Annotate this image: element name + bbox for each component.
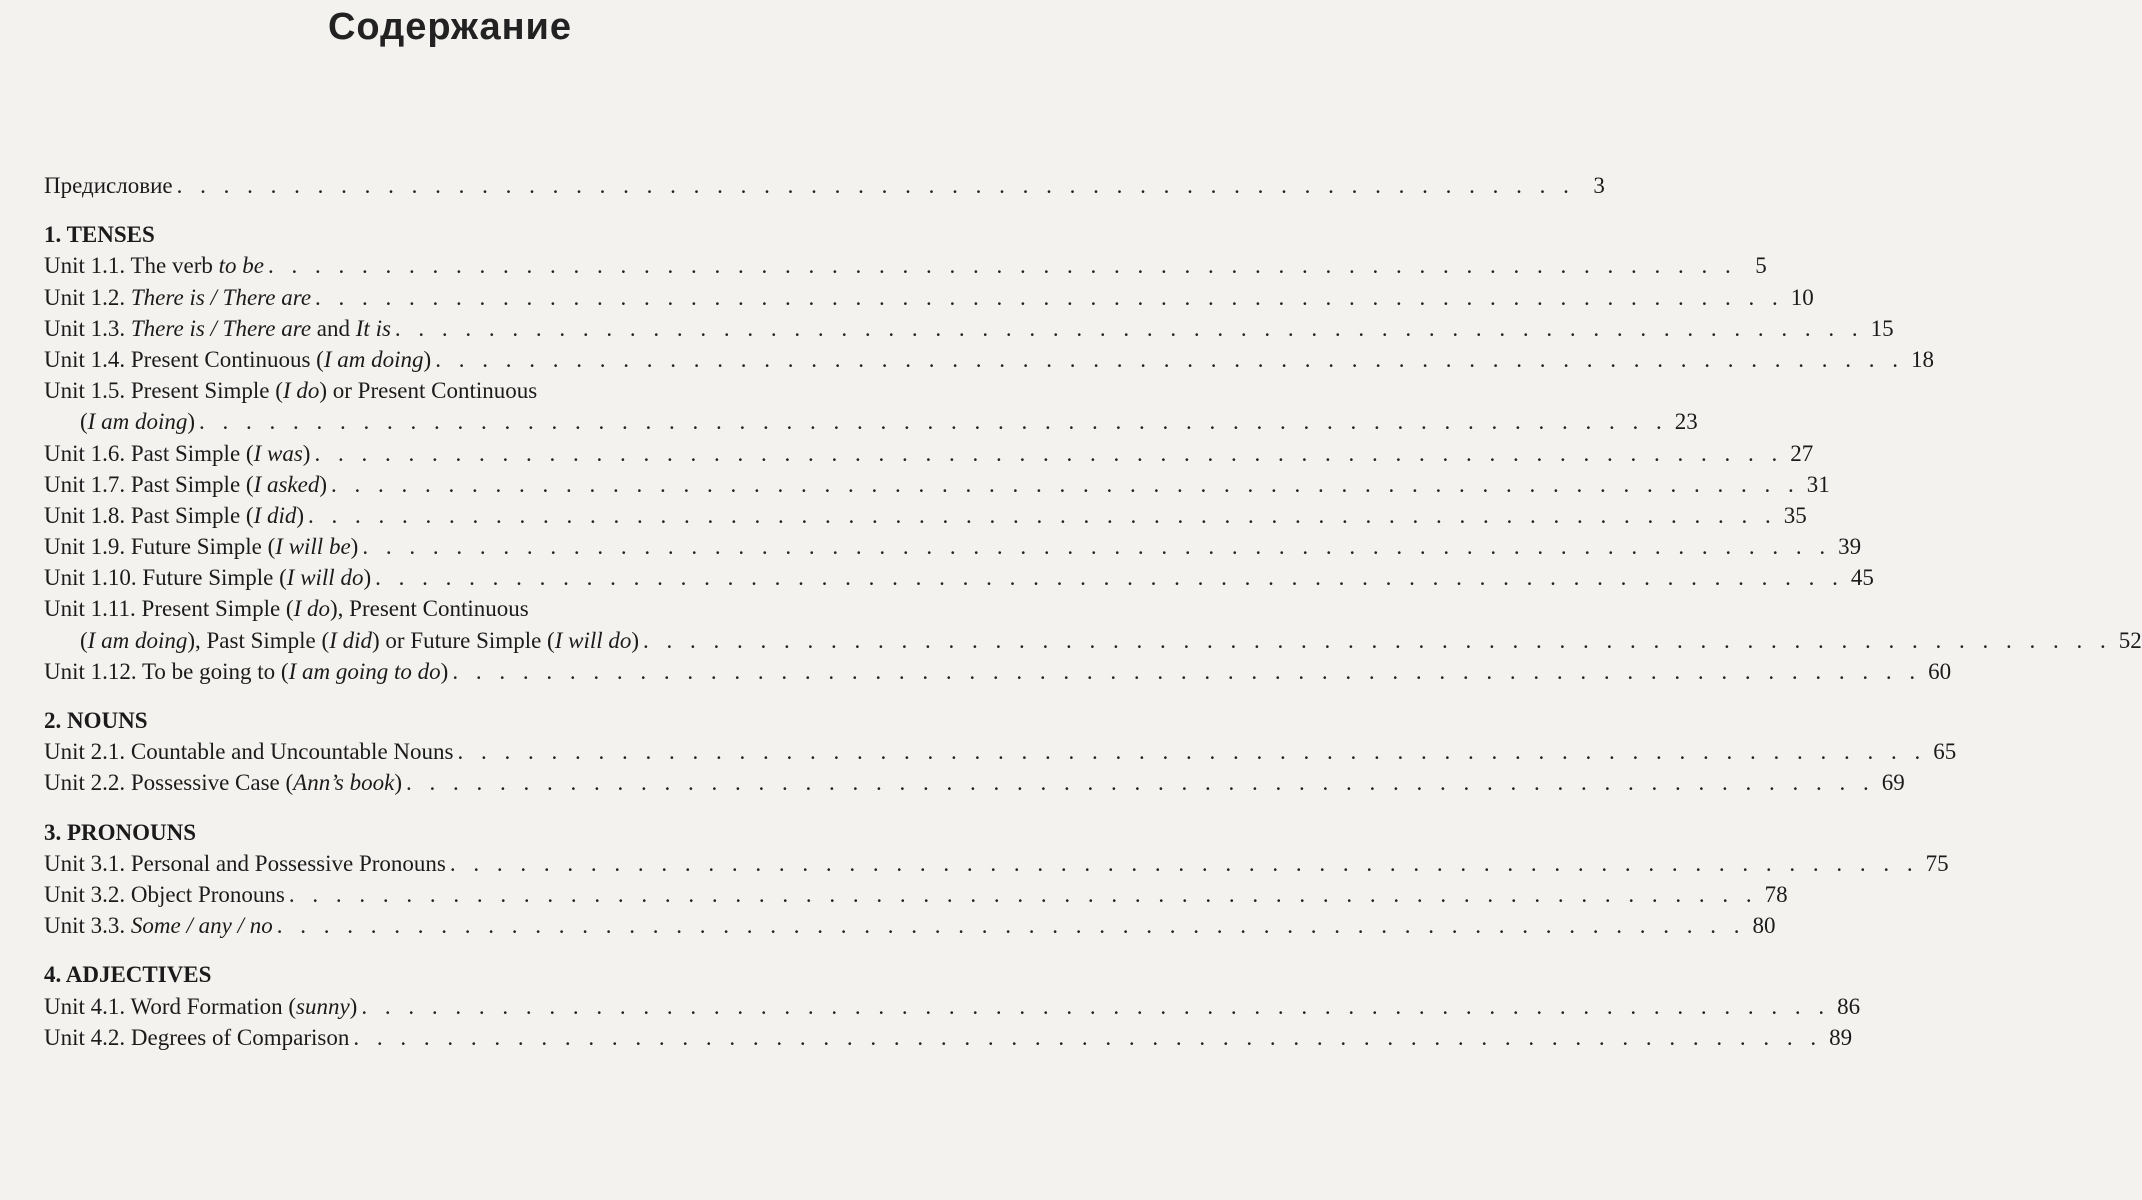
toc-page-number: 52 (2118, 627, 2142, 653)
toc-entry-line (44, 593, 864, 624)
toc-entry (44, 531, 1862, 562)
toc-page-number: 5 (1755, 253, 1767, 279)
toc-entry-line (44, 375, 864, 406)
toc-entry-preface (44, 170, 1605, 201)
toc-entry-label: Unit 3.1. Personal and Possessive Pronouns (44, 850, 446, 876)
leader-dots: . . . . . . . . . . . . . . . . . . . . . . . . . . . . . . . . . . . . . . . . . . . . . . . . . . . . . . . . . . . . . . . (331, 471, 1800, 497)
toc-entry-label: Unit 1.7. Past Simple (I asked) (44, 471, 328, 497)
toc-entry-label: Unit 1.1. The verb to be (44, 253, 264, 279)
leader-dots: . . . . . . . . . . . . . . . . . . . . . . . . . . . . . . . . . . . . . . . . . . . . . . . . . . . . . . . . . . . . . . . (375, 565, 1844, 591)
toc-entry-label: Unit 1.12. To be going to (I am going to do) (44, 658, 449, 684)
section-heading: 2. NOUNS (44, 708, 148, 733)
section-heading: 3. PRONOUNS (44, 819, 197, 845)
toc-entry-label: Unit 3.2. Object Pronouns (44, 881, 285, 907)
leader-dots: . . . . . . . . . . . . . . . . . . . . . . . . . . . . . . . . . . . . . . . . . . . . . . . . . . . . . . . . . . . . . . . (452, 658, 1922, 684)
toc-entry (44, 282, 1814, 313)
leader-dots: . . . . . . . . . . . . . . . . . . . . . . . . . . . . . . . . . . . . . . . . . . . . . . . . . . . . . . . . . . . . . . . (643, 627, 2112, 653)
toc-entry (44, 469, 1830, 500)
toc-page-number: 15 (1870, 315, 1894, 341)
leader-dots: . . . . . . . . . . . . . . . . . . . . . . . . . . . . . . . . . . . . . . . . . . . . . . . . . . . . . . . . . . . . . . . (288, 881, 1758, 907)
toc-entry-label: Unit 2.1. Countable and Uncountable Nouns (44, 739, 454, 765)
page-title: Содержание (327, 6, 573, 48)
leader-dots: . . . . . . . . . . . . . . . . . . . . . . . . . . . . . . . . . . . . . . . . . . . . . . . . . . . . . . . . . . . . . . . (199, 409, 1668, 435)
toc-page-number: 69 (1881, 770, 1905, 796)
toc-page-number: 45 (1850, 565, 1874, 591)
leader-dots: . . . . . . . . . . . . . . . . . . . . . . . . . . . . . . . . . . . . . . . . . . . . . . . . . . . . . . . . . . . . . . . (406, 770, 1875, 796)
toc-entry (44, 656, 1952, 687)
toc-entry (44, 1022, 1853, 1053)
toc-page-number: 89 (1829, 1024, 1853, 1050)
toc-page-number: 75 (1925, 850, 1949, 876)
leader-dots: . . . . . . . . . . . . . . . . . . . . . . . . . . . . . . . . . . . . . . . . . . . . . . . . . . . . . . . . . . . . . . . (308, 502, 1777, 528)
toc-entry (44, 767, 1905, 798)
toc-entry (44, 344, 1934, 375)
leader-dots: . . . . . . . . . . . . . . . . . . . . . . . . . . . . . . . . . . . . . . . . . . . . . . . . . . . . . . . . . . . . . . . (314, 440, 1784, 466)
toc-entry (44, 562, 1874, 593)
toc-entry (44, 910, 1776, 941)
toc-entry (44, 250, 1767, 281)
toc-page-number: 86 (1837, 993, 1861, 1019)
toc-section (44, 219, 2142, 687)
toc-entry-label: (I am doing), Past Simple (I did) or Future Simple (I will do) (80, 627, 640, 653)
toc-entry (44, 625, 2142, 656)
toc-entry (44, 406, 1698, 437)
leader-dots: . . . . . . . . . . . . . . . . . . . . . . . . . . . . . . . . . . . . . . . . . . . . . . . . . . . . . . . . . . . . . . . (362, 534, 1832, 560)
toc-entry-label: Unit 4.1. Word Formation (sunny) (44, 993, 358, 1019)
section-heading: 1. TENSES (44, 222, 155, 248)
toc-entry-label: Unit 1.10. Future Simple (I will do) (44, 565, 372, 591)
toc-entry-label: Unit 2.2. Possessive Case (Ann’s book) (44, 770, 402, 796)
toc-entry-label: Unit 4.2. Degrees of Comparison (44, 1024, 350, 1050)
leader-dots: . . . . . . . . . . . . . . . . . . . . . . . . . . . . . . . . . . . . . . . . . . . . . . . . . . . . . . . . . . . . . . . (315, 284, 1784, 310)
toc-entry (44, 848, 1949, 879)
toc-page-number: 31 (1806, 471, 1830, 497)
toc-page-number: 18 (1910, 346, 1934, 372)
toc-page-number: 35 (1783, 502, 1807, 528)
toc-page-number: 27 (1790, 440, 1814, 466)
toc-page-number: 39 (1838, 534, 1862, 560)
toc-page-number: 60 (1928, 658, 1952, 684)
toc-page-number: 10 (1790, 284, 1814, 310)
toc-entry (44, 879, 1788, 910)
toc-page-number: 80 (1752, 913, 1776, 939)
toc-entry (44, 500, 1807, 531)
leader-dots: . . . . . . . . . . . . . . . . . . . . . . . . . . . . . . . . . . . . . . . . . . . . . . . . . . . . . . . . . . . . . . . (394, 315, 1864, 341)
toc-entry-label: Unit 1.5. Present Simple (I do) or Present Continuous (44, 378, 538, 404)
toc-entry-label: Unit 1.9. Future Simple (I will be) (44, 534, 359, 560)
toc-entry (44, 313, 1894, 344)
toc-entry (44, 736, 1957, 767)
toc-page-number: 23 (1674, 409, 1698, 435)
section-heading: 4. ADJECTIVES (44, 962, 212, 988)
leader-dots: . . . . . . . . . . . . . . . . . . . . . . . . . . . . . . . . . . . . . . . . . . . . . . . . . . . . . . . . . . . . (176, 173, 1575, 198)
toc-section (44, 817, 1949, 942)
leader-dots: . . . . . . . . . . . . . . . . . . . . . . . . . . . . . . . . . . . . . . . . . . . . . . . . . . . . . . . . . . . . . . . (267, 253, 1737, 279)
toc-entry-label: Unit 3.3. Some / any / no (44, 913, 273, 939)
toc-entry (44, 991, 1861, 1022)
toc-entry-label: Unit 1.11. Present Simple (I do), Present Continuous (44, 596, 529, 622)
toc-section (44, 959, 1861, 1053)
toc-page-number: 65 (1933, 739, 1957, 765)
toc-entry-label: Unit 1.2. There is / There are (44, 284, 312, 310)
toc-page-number: 78 (1764, 881, 1788, 907)
leader-dots: . . . . . . . . . . . . . . . . . . . . . . . . . . . . . . . . . . . . . . . . . . . . . . . . . . . . . . . . . . . . . . . (435, 346, 1904, 372)
leader-dots: . . . . . . . . . . . . . . . . . . . . . . . . . . . . . . . . . . . . . . . . . . . . . . . . . . . . . . . . . . . . . . . (276, 913, 1746, 939)
toc-entry-label: Unit 1.3. There is / There are and It is (44, 315, 391, 341)
leader-dots: . . . . . . . . . . . . . . . . . . . . . . . . . . . . . . . . . . . . . . . . . . . . . . . . . . . . . . . . . . . . . . . (449, 850, 1919, 876)
leader-dots: . . . . . . . . . . . . . . . . . . . . . . . . . . . . . . . . . . . . . . . . . . . . . . . . . . . . . . . . . . . . . . . (457, 739, 1927, 765)
toc-entry-label: Предисловие (44, 173, 173, 198)
toc-entry-label: Unit 1.4. Present Continuous (I am doing) (44, 346, 432, 372)
leader-dots: . . . . . . . . . . . . . . . . . . . . . . . . . . . . . . . . . . . . . . . . . . . . . . . . . . . . . . . . . . . . . . . (353, 1024, 1823, 1050)
toc-section (44, 705, 1957, 799)
toc-entry-label: Unit 1.8. Past Simple (I did) (44, 502, 305, 528)
toc-entry-label: Unit 1.6. Past Simple (I was) (44, 440, 311, 466)
leader-dots: . . . . . . . . . . . . . . . . . . . . . . . . . . . . . . . . . . . . . . . . . . . . . . . . . . . . . . . . . . . . . . . (361, 993, 1831, 1019)
toc-entry-label: (I am doing) (80, 409, 196, 435)
toc-entry (44, 438, 1814, 469)
toc-page-number: 3 (1593, 173, 1605, 198)
table-of-contents (44, 170, 2142, 1053)
